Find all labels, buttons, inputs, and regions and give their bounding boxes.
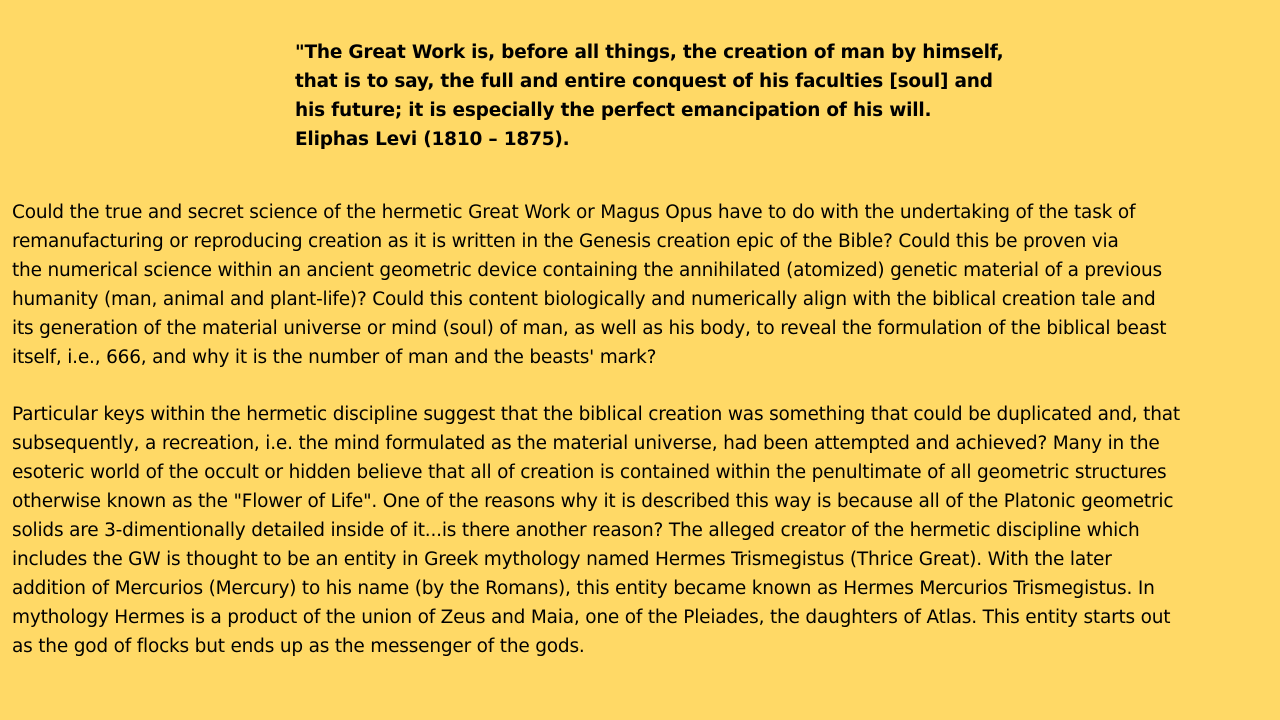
quote-line: "The Great Work is, before all things, the creation of man by himself, xyxy=(295,42,1004,63)
paragraph-line: Particular keys within the hermetic discipline suggest that the biblical creation was something that could be duplicated and, that xyxy=(12,404,1180,425)
body-paragraph-1 xyxy=(12,198,1276,372)
paragraph-line: Could the true and secret science of the hermetic Great Work or Magus Opus have to do with the undertaking of the task of xyxy=(12,202,1136,223)
paragraph-line: its generation of the material universe or mind (soul) of man, as well as his body, to reveal the formulation of the biblical beast xyxy=(12,318,1167,339)
paragraph-line: includes the GW is thought to be an entity in Greek mythology named Hermes Trismegistus (Thrice Great). With the later xyxy=(12,549,1112,570)
paragraph-line: otherwise known as the "Flower of Life". One of the reasons why it is described this way is because all of the Platonic geometric xyxy=(12,491,1174,512)
paragraph-line: subsequently, a recreation, i.e. the mind formulated as the material universe, had been attempted and achieved? Many in the xyxy=(12,433,1160,454)
epigraph-quote xyxy=(295,38,1055,154)
paragraph-line: remanufacturing or reproducing creation as it is written in the Genesis creation epic of the Bible? Could this be proven via xyxy=(12,231,1119,252)
body-paragraph-2 xyxy=(12,400,1276,661)
paragraph-line: as the god of flocks but ends up as the messenger of the gods. xyxy=(12,636,585,657)
paragraph-line: addition of Mercurios (Mercury) to his name (by the Romans), this entity became known as Hermes Mercurios Trismegistus. In xyxy=(12,578,1155,599)
paragraph-line: mythology Hermes is a product of the union of Zeus and Maia, one of the Pleiades, the daughters of Atlas. This entity starts out xyxy=(12,607,1171,628)
paragraph-line: esoteric world of the occult or hidden believe that all of creation is contained within the penultimate of all geometric structures xyxy=(12,462,1167,483)
paragraph-line: itself, i.e., 666, and why it is the number of man and the beasts' mark? xyxy=(12,347,657,368)
quote-attribution: Eliphas Levi (1810 – 1875). xyxy=(295,129,570,150)
paragraph-line: the numerical science within an ancient geometric device containing the annihilated (atomized) genetic material of a previous xyxy=(12,260,1162,281)
quote-line: his future; it is especially the perfect emancipation of his will. xyxy=(295,100,932,121)
quote-line: that is to say, the full and entire conquest of his faculties [soul] and xyxy=(295,71,993,92)
paragraph-line: humanity (man, animal and plant-life)? Could this content biologically and numerically align with the biblical creation tale and xyxy=(12,289,1156,310)
paragraph-line: solids are 3-dimentionally detailed inside of it...is there another reason? The alleged creator of the hermetic discipline which xyxy=(12,520,1140,541)
